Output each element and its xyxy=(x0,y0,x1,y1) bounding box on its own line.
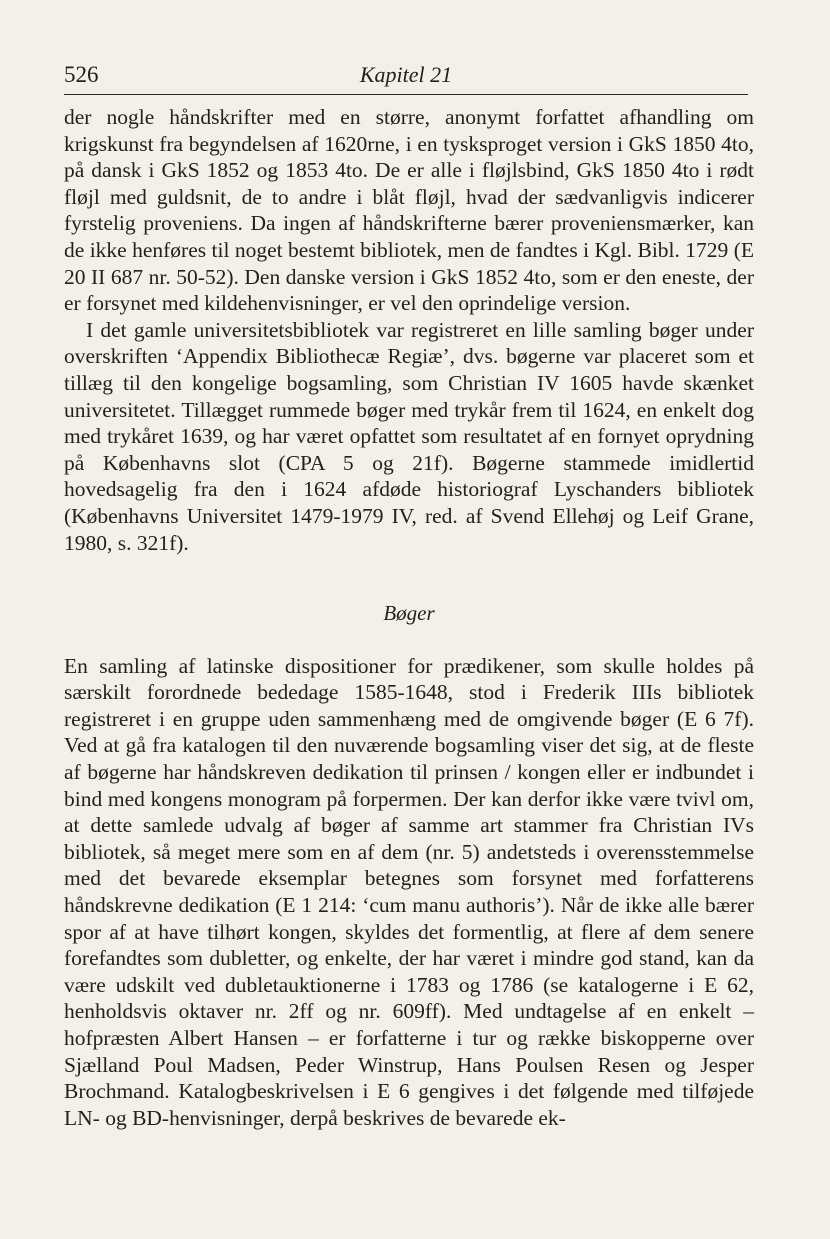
page-number: 526 xyxy=(64,62,99,87)
page-header xyxy=(64,56,748,95)
running-head: Kapitel 21 xyxy=(359,62,453,87)
paragraph-1: der nogle håndskrifter med en større, anonymt forfattet afhandling om krigskunst fra begyndelsen af 1620rne, i en tysksproget version i GkS 1850 4to, på dansk i GkS 1852 og 1853 4to. De er alle i fløjlsbind, GkS 1850 4to i rødt fløjl med guldsnit, de to andre i blåt fløjl, hvad der sædvanligvis indicerer fyrstelig proveniens. Da ingen af håndskrifterne bærer proveniensmærker, kan de ikke henføres til noget bestemt bibliotek, men de fandtes i Kgl. Bibl. 1729 (E 20 II 687 nr. 50-52). Den danske version i GkS 1852 4to, som er den eneste, der er forsynet med kildehenvisninger, er vel den oprindelige version. xyxy=(64,105,754,316)
paragraph-3: En samling af latinske dispositioner for prædikener, som skulle holdes på særskilt forordnede bededage 1585-1648, stod i Frederik IIIs bibliotek registreret i en gruppe uden sammenhæng med de omgivende bøger (E 6 7f). Ved at gå fra katalogen til den nuværende bogsamling viser det sig, at de fleste af bøgerne har håndskreven dedikation til prinsen / kongen eller er indbundet i bind med kongens monogram på forpermen. Der kan derfor ikke være tvivl om, at dette samlede udvalg af bøger af samme art stammer fra Christian IVs bibliotek, så meget mere som en af dem (nr. 5) andetsteds i overensstemmelse med det bevarede eksemplar betegnes som forsynet med forfatterens håndskrevne dedikation (E 1 214: ‘cum manu authoris’). Når de ikke alle bærer spor af at have tilhørt kongen, skyldes det formentlig, at flere af dem senere forefandtes som dubletter, og enkelte, der har været i mindre god stand, kan da være udskilt ved dubletauktionerne i 1783 og 1786 (se katalogerne i E 62, henholdsvis oktaver nr. 2ff og nr. 609ff). Med undtagelse af en enkelt – hofpræsten Albert Hansen – er forfatterne i tur og række biskopperne over Sjælland Poul Madsen, Peder Winstrup, Hans Poulsen Resen og Jesper Brochmand. Katalogbeskrivelsen i E 6 gengives i det følgende med tilføjede LN- og BD-henvisninger, derpå beskrives de bevarede ek- xyxy=(64,653,754,1130)
section-heading: Bøger xyxy=(383,601,435,626)
paragraph-2: I det gamle universitetsbibliotek var registreret en lille samling bøger under overskriften ‘Appendix Bibliothecæ Regiæ’, dvs. bøgerne var placeret som et tillæg til den kongelige bogsamling, som Christian IV 1605 havde skænket universitetet. Tillægget rummede bøger med trykår frem til 1624, en enkelt dog med trykåret 1639, og har været opfattet som resultatet af en fornyet oprydning på Københavns slot (CPA 5 og 21f). Bøgerne stammede imidlertid hovedsagelig fra den i 1624 afdøde historiograf Lyschanders bibliotek (Københavns Universitet 1479-1979 IV, red. af Svend Ellehøj og Leif Grane, 1980, s. 321f). xyxy=(64,317,754,555)
body-text xyxy=(64,104,754,1131)
